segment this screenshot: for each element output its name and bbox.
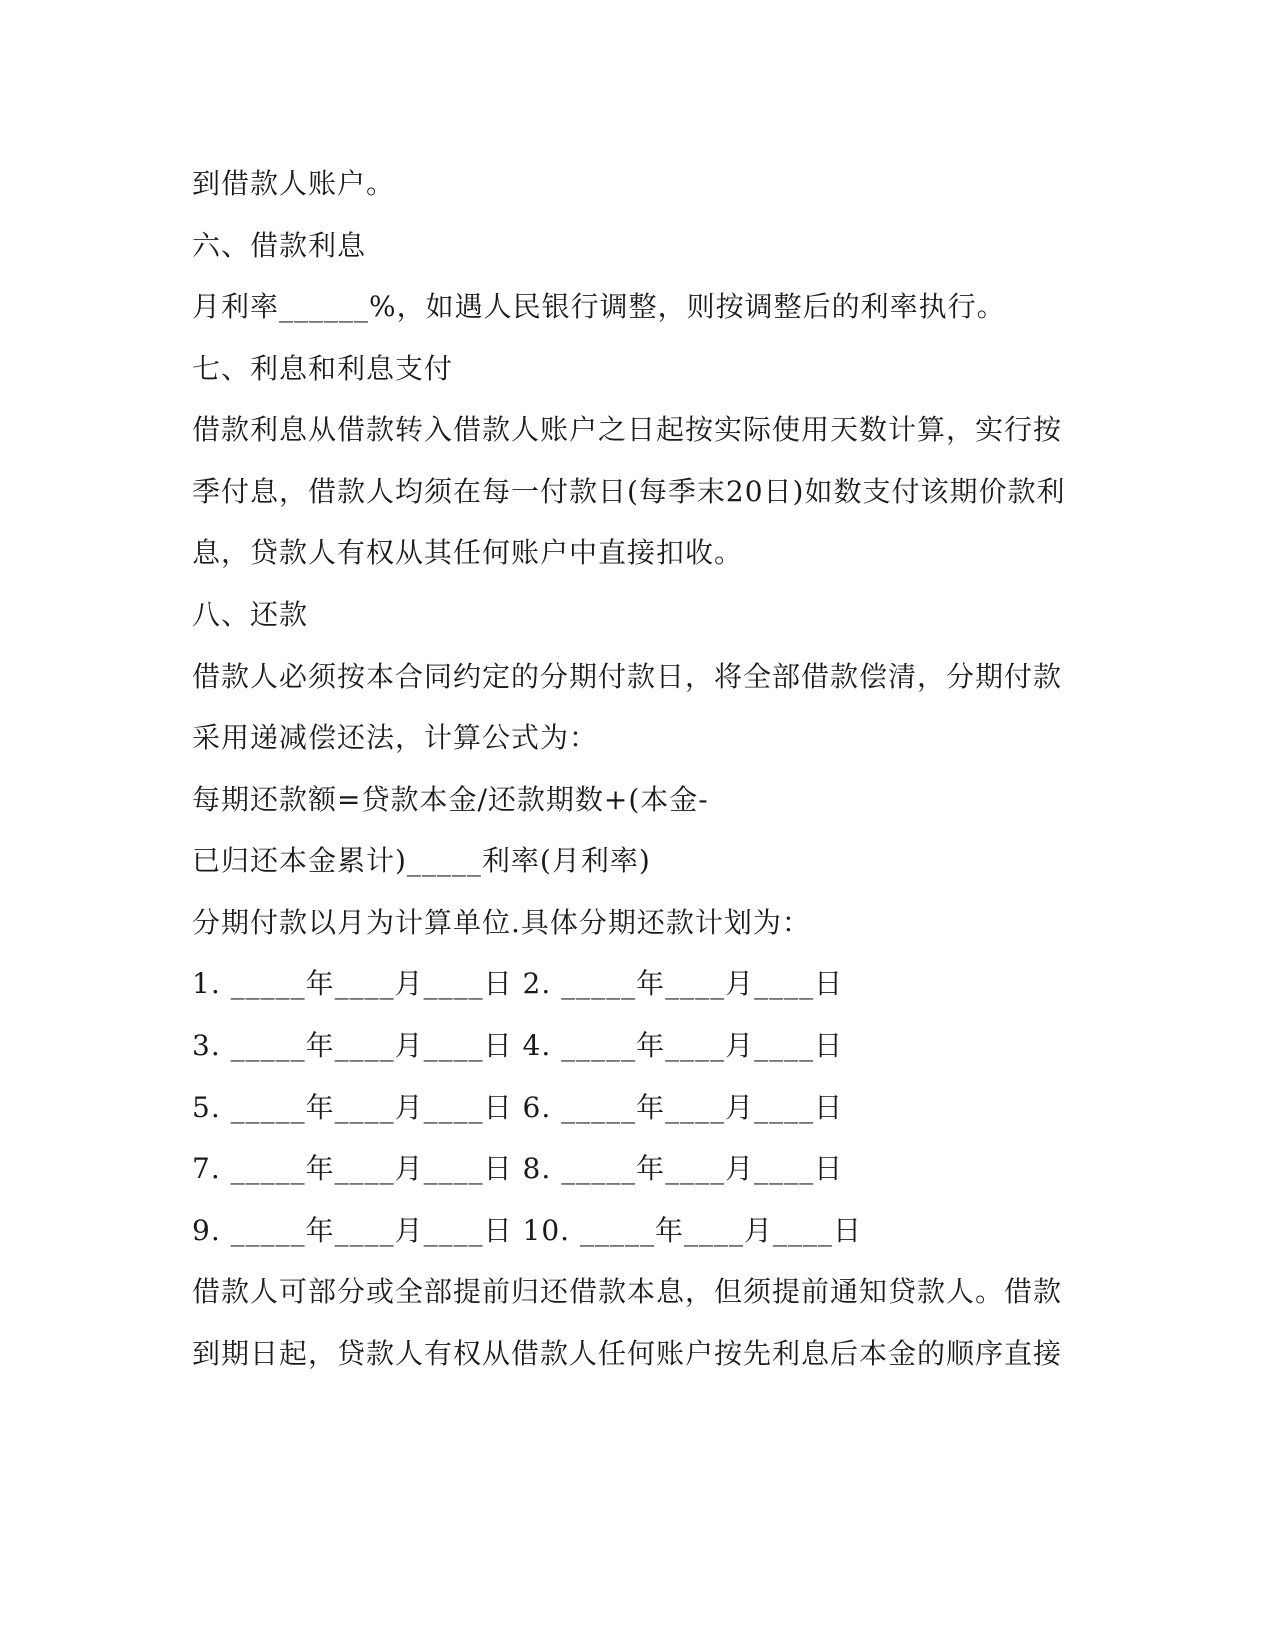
text-line: 借款人可部分或全部提前归还借款本息，但须提前通知贷款人。借款	[192, 1275, 1063, 1308]
schedule-row: 7. _____年____月____日 8. _____年____月____日	[192, 1152, 844, 1185]
schedule-row: 5. _____年____月____日 6. _____年____月____日	[192, 1091, 844, 1124]
schedule-row: 3. _____年____月____日 4. _____年____月____日	[192, 1029, 844, 1062]
section-heading-interest-payment: 七、利息和利息支付	[192, 352, 454, 385]
schedule-row: 9. _____年____月____日 10. _____年____月____日	[192, 1214, 862, 1247]
formula-line: 每期还款额=贷款本金/还款期数+(本金-	[192, 783, 709, 816]
text-line: 息，贷款人有权从其任何账户中直接扣收。	[192, 536, 744, 569]
text-line: 季付息，借款人均须在每一付款日(每季末20日)如数支付该期价款利	[192, 475, 1066, 508]
schedule-row: 1. _____年____月____日 2. _____年____月____日	[192, 967, 844, 1000]
text-line: 借款人必须按本合同约定的分期付款日，将全部借款偿清，分期付款	[192, 660, 1063, 693]
section-heading-interest: 六、借款利息	[192, 229, 367, 262]
text-line: 到期日起，贷款人有权从借款人任何账户按先利息后本金的顺序直接	[192, 1337, 1063, 1370]
formula-line: 已归还本金累计)_____利率(月利率)	[192, 844, 651, 877]
text-line: 借款利息从借款转入借款人账户之日起按实际使用天数计算，实行按	[192, 413, 1063, 446]
text-line: 分期付款以月为计算单位.具体分期还款计划为：	[192, 906, 811, 939]
text-line: 到借款人账户。	[192, 167, 396, 200]
text-line: 采用递减偿还法，计算公式为：	[192, 721, 599, 754]
text-line: 月利率______%，如遇人民银行调整，则按调整后的利率执行。	[192, 290, 1006, 323]
section-heading-repayment: 八、还款	[192, 598, 309, 631]
